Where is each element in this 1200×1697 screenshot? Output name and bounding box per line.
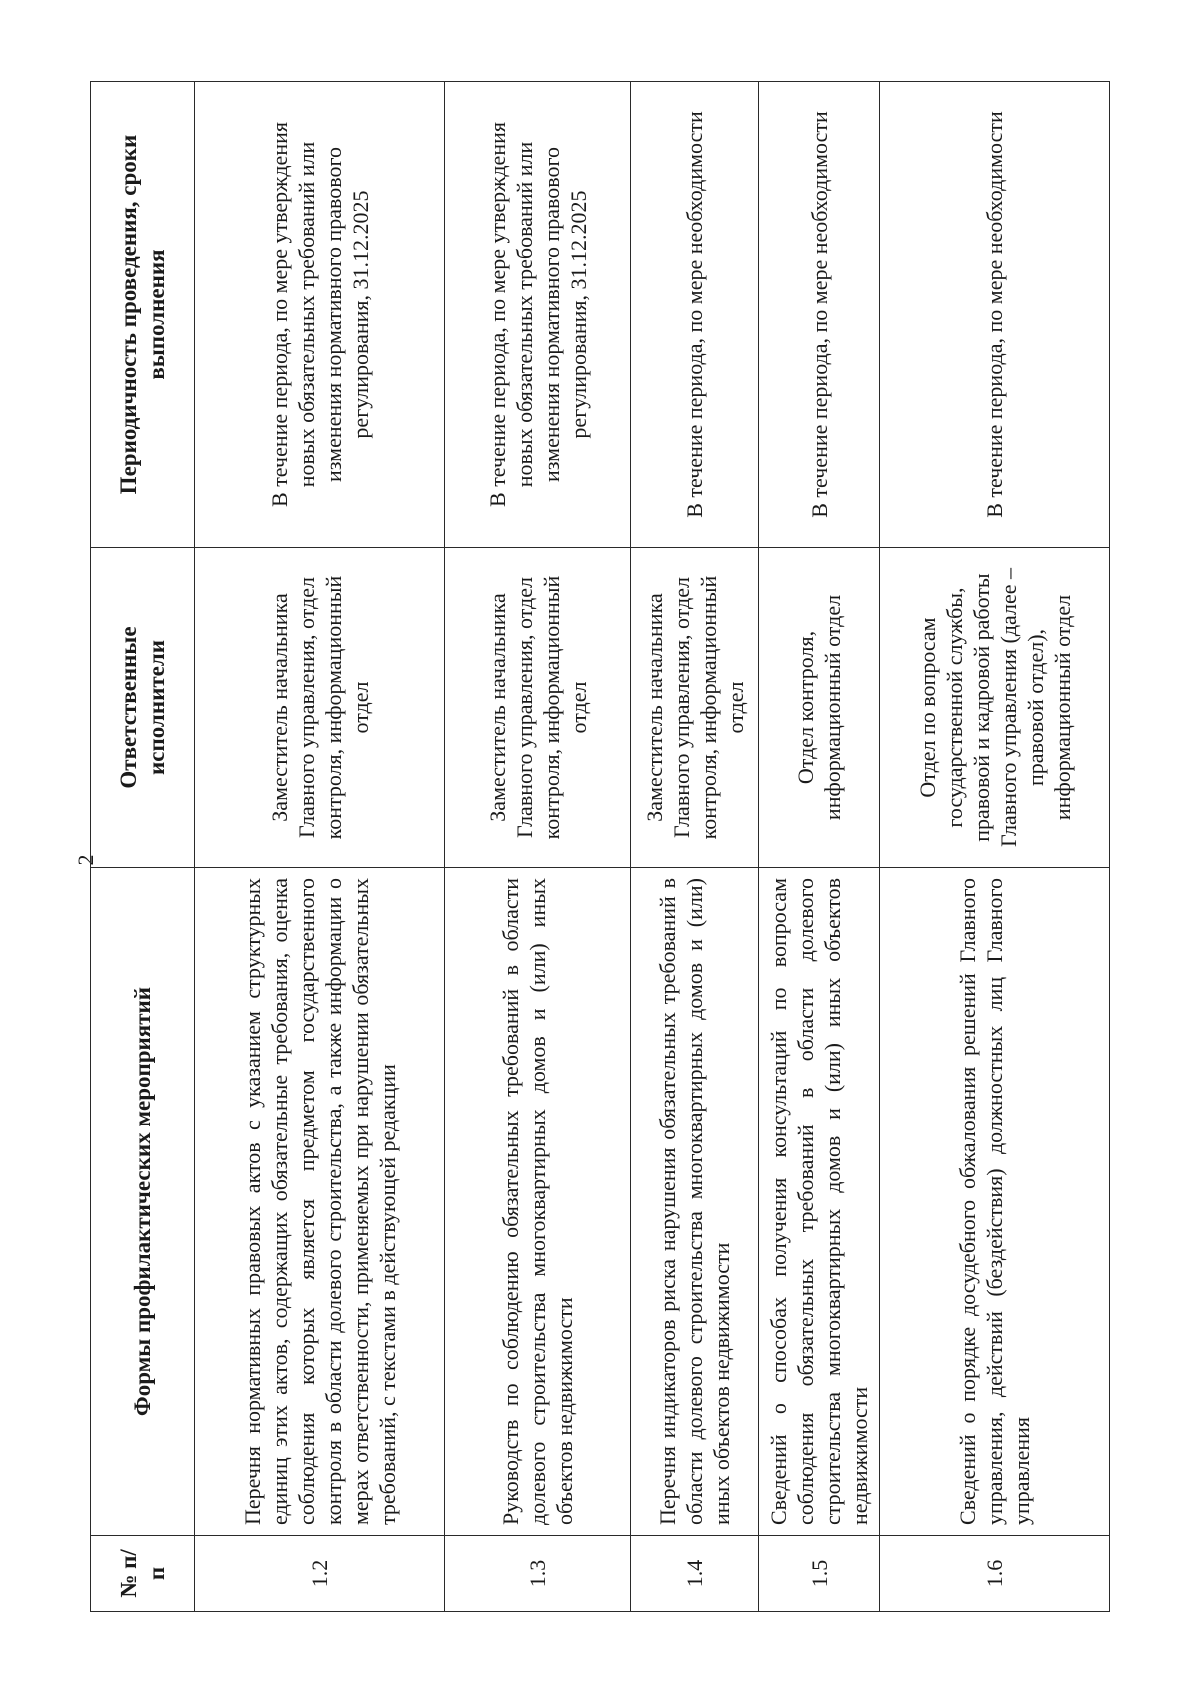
header-form: Формы профилактических мероприятий [91,868,195,1536]
row-responsible: Отдел контроля, информационный отдел [759,548,880,868]
row-number: 1.6 [880,1536,1110,1612]
row-number: 1.4 [631,1536,759,1612]
rotated-table-container [90,82,1100,1612]
row-responsible: Заместитель начальника Главного управления, отдел контроля, информационный отдел [195,548,445,868]
table-row [880,82,1110,1612]
row-number: 1.2 [195,1536,445,1612]
row-form: Перечня индикаторов риска нарушения обязательных требований в области долевого строительства многоквартирных домов и (или) иных объектов недвижимости [631,868,759,1536]
table-row [195,82,445,1612]
row-responsible: Отдел по вопросам государственной службы, правовой и кадровой работы Главного управления (далее – правовой отдел), информационный отдел [880,548,1110,868]
row-responsible: Заместитель начальника Главного управления, отдел контроля, информационный отдел [631,548,759,868]
table-row [759,82,880,1612]
row-period: В течение периода, по мере утверждения новых обязательных требований или изменения нормативного правового регулирования, 31.12.2025 [445,82,631,548]
row-responsible: Заместитель начальника Главного управления, отдел контроля, информационный отдел [445,548,631,868]
row-period: В течение периода, по мере необходимости [880,82,1110,548]
prevention-measures-table [90,81,1110,1612]
row-number: 1.5 [759,1536,880,1612]
row-form: Сведений о порядке досудебного обжалования решений Главного управления, действий (бездействия) должностных лиц Главного управления [880,868,1110,1536]
row-number: 1.3 [445,1536,631,1612]
table-row [631,82,759,1612]
header-responsible: Ответственные исполнители [91,548,195,868]
header-period: Периодичность проведения, сроки выполнения [91,82,195,548]
header-num: № п/п [91,1536,195,1612]
row-period: В течение периода, по мере утверждения новых обязательных требований или изменения нормативного правового регулирования, 31.12.2025 [195,82,445,548]
row-form: Руководств по соблюдению обязательных требований в области долевого строительства многоквартирных домов и (или) иных объектов недвижимости [445,868,631,1536]
table-header-row [91,82,195,1612]
row-form: Перечня нормативных правовых актов с указанием структурных единиц этих актов, содержащих обязательные требования, оценка соблюдения которых является предметом государственного контроля в области долевого строительства, а также информации о мерах ответственности, применяемых при нарушении обязательных требований, с текстами в действующей редакции [195,868,445,1536]
row-period: В течение периода, по мере необходимости [631,82,759,548]
table-row [445,82,631,1612]
row-period: В течение периода, по мере необходимости [759,82,880,548]
page-number: 2 [73,854,98,866]
row-form: Сведений о способах получения консультаций по вопросам соблюдения обязательных требований в области долевого строительства многоквартирных домов и (или) иных объектов недвижимости [759,868,880,1536]
